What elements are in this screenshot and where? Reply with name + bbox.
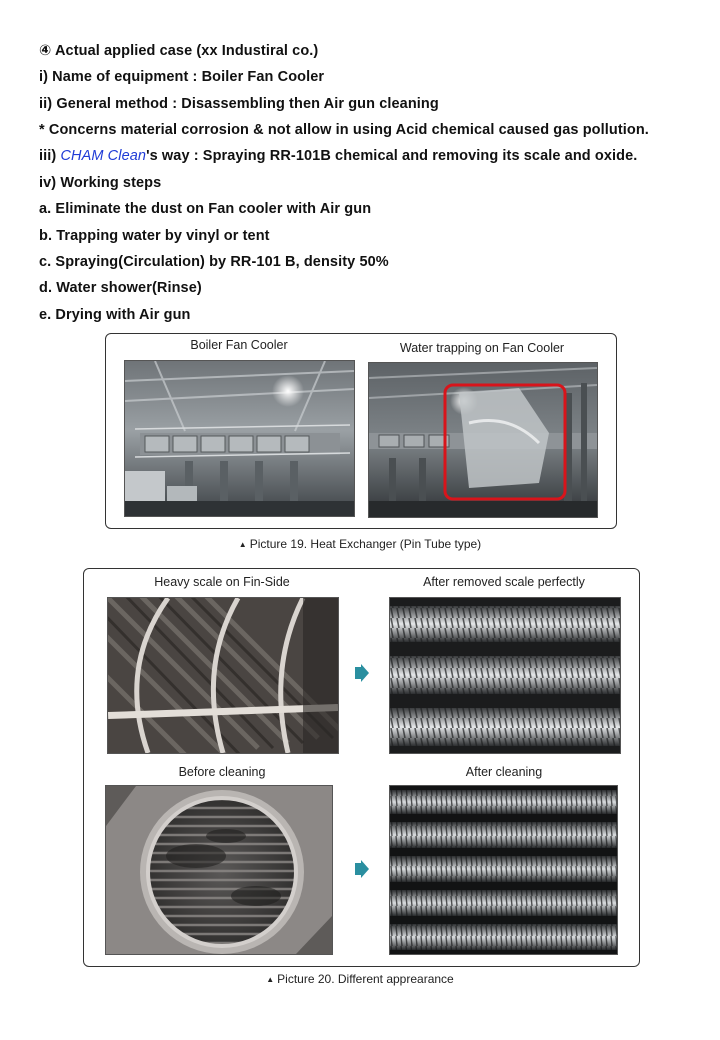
before-cleaning-caption: Before cleaning <box>178 765 266 779</box>
water-trapping-caption: Water trapping on Fan Cooler <box>399 341 565 355</box>
picture-20-caption-text: Picture 20. Different apprearance <box>277 972 454 986</box>
heavy-scale-photo <box>107 597 339 754</box>
working-steps-title: iv) Working steps <box>39 175 162 191</box>
before-cleaning-photo <box>105 785 333 955</box>
step-a: a. Eliminate the dust on Fan cooler with Air gun <box>39 201 372 217</box>
arrow-right-icon <box>355 860 369 878</box>
after-cleaning-photo <box>389 785 618 955</box>
after-removed-photo <box>389 597 621 754</box>
equipment-name: i) Name of equipment : Boiler Fan Cooler <box>39 69 325 85</box>
brand-name: CHAM Clean <box>60 148 147 164</box>
step-c: c. Spraying(Circulation) by RR-101 B, density 50% <box>39 254 389 270</box>
cham-clean-way <box>39 148 637 164</box>
picture-20-caption <box>200 972 520 986</box>
concerns-note: * Concerns material corrosion & not allow in using Acid chemical caused gas pollution. <box>39 122 649 138</box>
after-removed-caption: After removed scale perfectly <box>423 575 585 589</box>
picture-19-caption <box>200 537 520 551</box>
boiler-fan-cooler-photo <box>124 360 355 517</box>
heavy-scale-caption: Heavy scale on Fin-Side <box>154 575 290 589</box>
section-heading: ④ Actual applied case (xx Industiral co.) <box>39 43 319 59</box>
triangle-marker-icon: ▲ <box>266 975 275 984</box>
water-trapping-photo <box>368 362 598 518</box>
picture-19-caption-text: Picture 19. Heat Exchanger (Pin Tube type) <box>249 537 482 551</box>
step-d: d. Water shower(Rinse) <box>39 280 202 296</box>
step-e: e. Drying with Air gun <box>39 307 191 323</box>
general-method: ii) General method : Disassembling then Air gun cleaning <box>39 96 439 112</box>
way-prefix: iii) <box>39 148 61 164</box>
boiler-fan-cooler-caption: Boiler Fan Cooler <box>190 338 288 352</box>
way-description: 's way : Spraying RR-101B chemical and removing its scale and oxide. <box>146 148 638 164</box>
triangle-marker-icon: ▲ <box>238 540 247 549</box>
step-b: b. Trapping water by vinyl or tent <box>39 228 270 244</box>
after-cleaning-caption: After cleaning <box>465 765 543 779</box>
arrow-right-icon <box>355 664 369 682</box>
